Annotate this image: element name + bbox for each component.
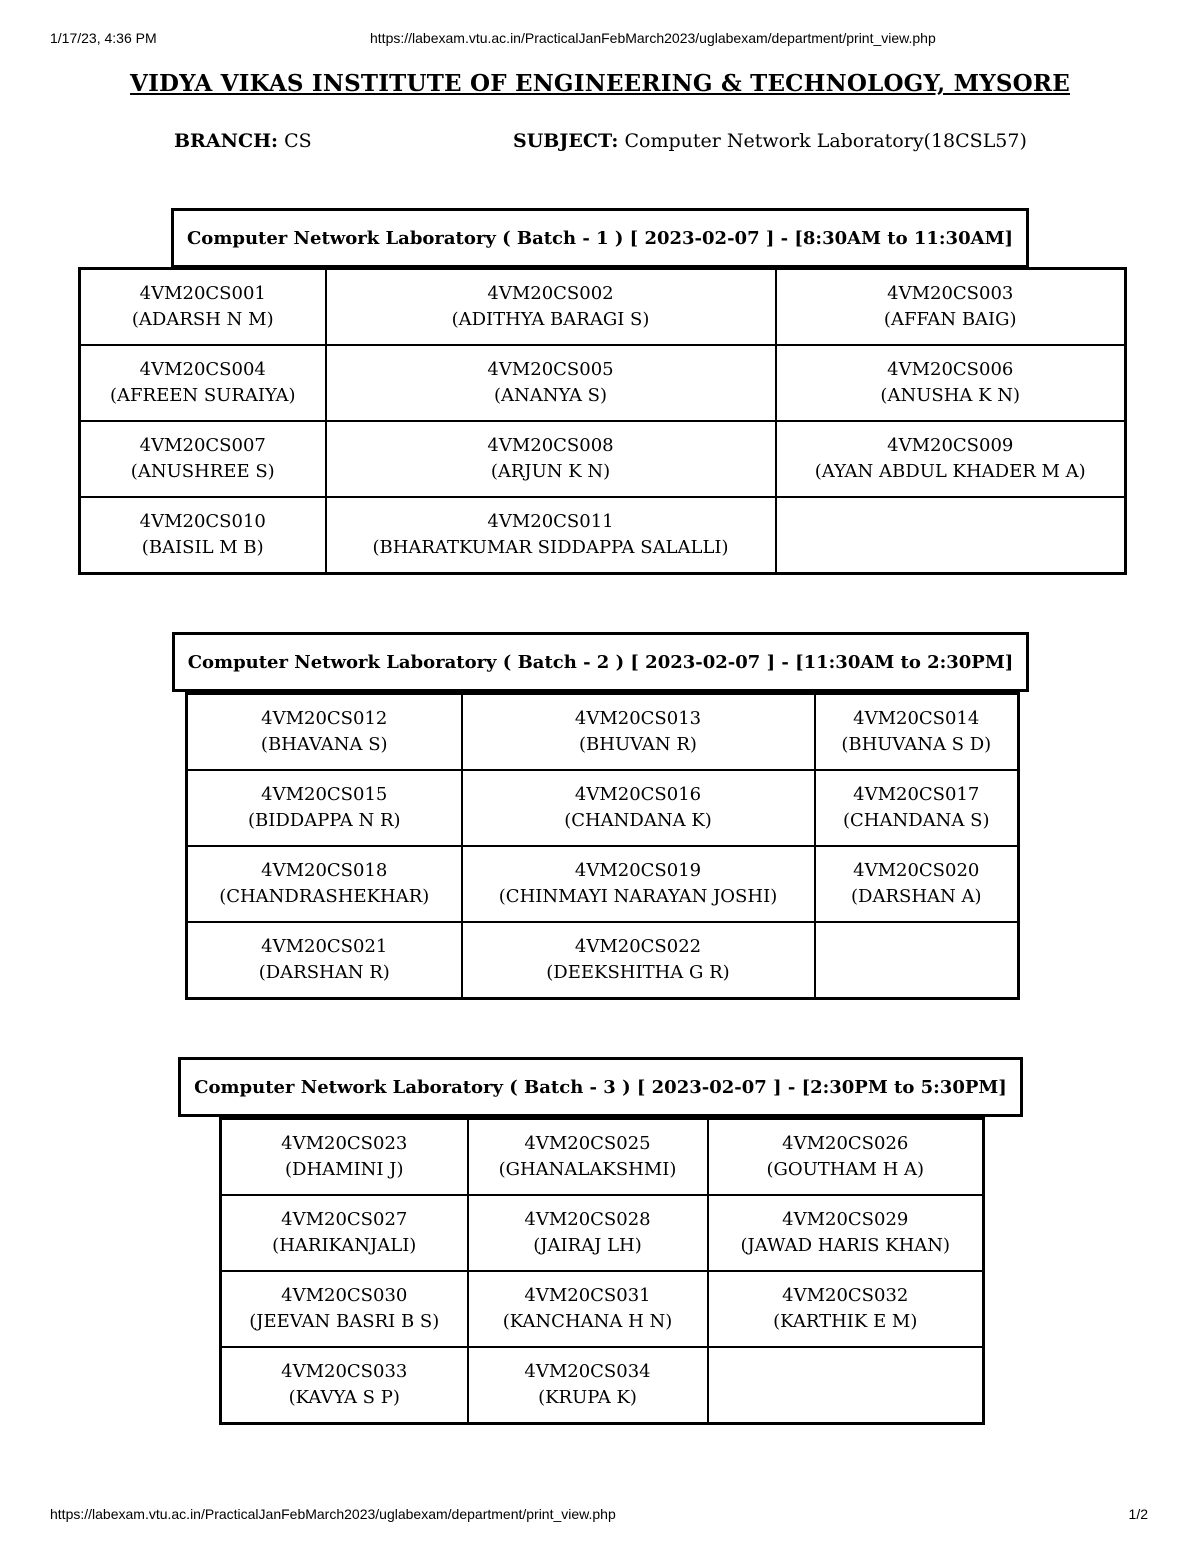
student-usn: 4VM20CS019: [574, 860, 702, 881]
print-datetime: 1/17/23, 4:36 PM: [50, 30, 157, 46]
table-row: [187, 922, 1019, 999]
student-usn: 4VM20CS011: [487, 511, 614, 532]
page-title: VIDYA VIKAS INSTITUTE OF ENGINEERING & TECHNOLOGY, MYSORE: [130, 70, 1070, 97]
student-cell: [326, 497, 776, 574]
student-cell: [708, 1271, 984, 1347]
student-name: (DARSHAN A): [850, 886, 982, 907]
student-name: (CHANDRASHEKHAR): [219, 886, 430, 907]
student-name: (BAISIL M B): [141, 537, 264, 558]
student-name: (JEEVAN BASRI B S): [249, 1311, 440, 1332]
student-name: (DHAMINI J): [284, 1159, 404, 1180]
student-cell: [462, 770, 815, 846]
student-cell: [221, 1347, 468, 1424]
student-usn: 4VM20CS018: [261, 860, 388, 881]
student-name: (BHARATKUMAR SIDDAPPA SALALLI): [372, 537, 729, 558]
student-usn: 4VM20CS022: [574, 936, 702, 957]
student-cell: [221, 1195, 468, 1271]
student-usn: 4VM20CS020: [853, 860, 980, 881]
student-cell: [187, 770, 462, 846]
student-cell: [815, 694, 1019, 771]
table-row: [187, 694, 1019, 771]
table-row: [187, 770, 1019, 846]
student-usn: 4VM20CS009: [887, 435, 1014, 456]
batch-1-table: [78, 267, 1127, 575]
student-name: (ANUSHREE S): [130, 461, 275, 482]
student-name: (AYAN ABDUL KHADER M A): [814, 461, 1086, 482]
student-usn: 4VM20CS007: [139, 435, 266, 456]
student-name: (HARIKANJALI): [272, 1235, 417, 1256]
student-cell: [468, 1119, 708, 1196]
student-name: (JAIRAJ LH): [533, 1235, 642, 1256]
student-usn: 4VM20CS026: [782, 1133, 909, 1154]
student-usn: 4VM20CS031: [524, 1285, 651, 1306]
empty-cell: [815, 922, 1019, 999]
table-row: [221, 1119, 984, 1196]
student-name: (KANCHANA H N): [502, 1311, 673, 1332]
student-cell: [187, 694, 462, 771]
page-number: 1/2: [1128, 1506, 1148, 1522]
student-usn: 4VM20CS001: [139, 283, 266, 304]
student-name: (GOUTHAM H A): [766, 1159, 925, 1180]
student-usn: 4VM20CS006: [887, 359, 1014, 380]
branch-label: BRANCH:: [174, 130, 279, 152]
student-name: (ADITHYA BARAGI S): [451, 309, 650, 330]
batch-2-title: Computer Network Laboratory ( Batch - 2 ) [ 2023-02-07 ] - [11:30AM to 2:30PM]: [172, 632, 1029, 692]
student-usn: 4VM20CS004: [139, 359, 266, 380]
student-usn: 4VM20CS005: [487, 359, 614, 380]
student-usn: 4VM20CS010: [139, 511, 266, 532]
student-cell: [708, 1195, 984, 1271]
student-cell: [187, 846, 462, 922]
student-name: (KAVYA S P): [288, 1387, 400, 1408]
student-name: (DARSHAN R): [258, 962, 390, 983]
student-cell: [80, 497, 326, 574]
student-usn: 4VM20CS015: [261, 784, 388, 805]
student-usn: 4VM20CS017: [853, 784, 980, 805]
branch-info: [174, 130, 312, 152]
student-usn: 4VM20CS033: [281, 1361, 408, 1382]
student-usn: 4VM20CS003: [887, 283, 1014, 304]
student-name: (BHAVANA S): [260, 734, 388, 755]
table-row: [80, 497, 1126, 574]
student-cell: [462, 846, 815, 922]
subject-info: [513, 130, 1027, 152]
table-row: [80, 269, 1126, 346]
student-usn: 4VM20CS013: [574, 708, 702, 729]
print-footer: [50, 1506, 1148, 1526]
student-name: (CHANDANA K): [564, 810, 712, 831]
student-cell: [708, 1119, 984, 1196]
student-name: (BHUVAN R): [579, 734, 697, 755]
table-row: [221, 1347, 984, 1424]
student-name: (CHINMAYI NARAYAN JOSHI): [498, 886, 778, 907]
student-usn: 4VM20CS027: [281, 1209, 408, 1230]
student-name: (ARJUN K N): [490, 461, 611, 482]
student-cell: [815, 770, 1019, 846]
batch-1-title: Computer Network Laboratory ( Batch - 1 ) [ 2023-02-07 ] - [8:30AM to 11:30AM]: [171, 208, 1029, 268]
student-usn: 4VM20CS029: [782, 1209, 909, 1230]
student-name: (AFFAN BAIG): [883, 309, 1017, 330]
empty-cell: [776, 497, 1126, 574]
table-row: [221, 1271, 984, 1347]
branch-value: CS: [284, 130, 312, 152]
student-name: (KARTHIK E M): [773, 1311, 918, 1332]
student-usn: 4VM20CS028: [524, 1209, 651, 1230]
student-usn: 4VM20CS032: [782, 1285, 909, 1306]
student-name: (GHANALAKSHMI): [498, 1159, 677, 1180]
student-usn: 4VM20CS021: [261, 936, 388, 957]
student-cell: [326, 345, 776, 421]
student-usn: 4VM20CS008: [487, 435, 614, 456]
student-usn: 4VM20CS012: [261, 708, 388, 729]
student-usn: 4VM20CS023: [281, 1133, 408, 1154]
table-row: [80, 421, 1126, 497]
student-cell: [468, 1347, 708, 1424]
empty-cell: [708, 1347, 984, 1424]
student-cell: [815, 846, 1019, 922]
student-cell: [221, 1271, 468, 1347]
student-usn: 4VM20CS025: [524, 1133, 651, 1154]
batch-3-title: Computer Network Laboratory ( Batch - 3 ) [ 2023-02-07 ] - [2:30PM to 5:30PM]: [178, 1057, 1023, 1117]
student-usn: 4VM20CS014: [853, 708, 980, 729]
student-cell: [80, 421, 326, 497]
student-cell: [468, 1195, 708, 1271]
student-cell: [326, 421, 776, 497]
student-name: (ANANYA S): [493, 385, 608, 406]
student-usn: 4VM20CS030: [281, 1285, 408, 1306]
student-cell: [80, 269, 326, 346]
subject-label: SUBJECT:: [513, 130, 619, 152]
student-name: (JAWAD HARIS KHAN): [740, 1235, 951, 1256]
print-url: https://labexam.vtu.ac.in/PracticalJanFebMarch2023/uglabexam/department/print_view.php: [370, 30, 936, 46]
table-row: [187, 846, 1019, 922]
student-name: (ADARSH N M): [131, 309, 274, 330]
print-header: [50, 30, 1148, 50]
table-row: [80, 345, 1126, 421]
student-cell: [187, 922, 462, 999]
batch-3-table: [219, 1117, 985, 1425]
student-cell: [776, 345, 1126, 421]
student-cell: [326, 269, 776, 346]
student-usn: 4VM20CS016: [574, 784, 702, 805]
student-name: (CHANDANA S): [843, 810, 990, 831]
student-usn: 4VM20CS034: [524, 1361, 651, 1382]
student-cell: [468, 1271, 708, 1347]
student-cell: [462, 922, 815, 999]
subject-value: Computer Network Laboratory(18CSL57): [624, 130, 1027, 152]
student-name: (KRUPA K): [538, 1387, 637, 1408]
student-cell: [221, 1119, 468, 1196]
student-cell: [776, 421, 1126, 497]
footer-url: https://labexam.vtu.ac.in/PracticalJanFebMarch2023/uglabexam/department/print_view.php: [50, 1506, 616, 1522]
student-name: (DEEKSHITHA G R): [546, 962, 730, 983]
student-name: (BHUVANA S D): [841, 734, 992, 755]
table-row: [221, 1195, 984, 1271]
student-usn: 4VM20CS002: [487, 283, 614, 304]
student-name: (BIDDAPPA N R): [247, 810, 401, 831]
student-cell: [80, 345, 326, 421]
student-name: (ANUSHA K N): [880, 385, 1021, 406]
student-name: (AFREEN SURAIYA): [110, 385, 296, 406]
student-cell: [776, 269, 1126, 346]
student-cell: [462, 694, 815, 771]
batch-2-table: [185, 692, 1020, 1000]
